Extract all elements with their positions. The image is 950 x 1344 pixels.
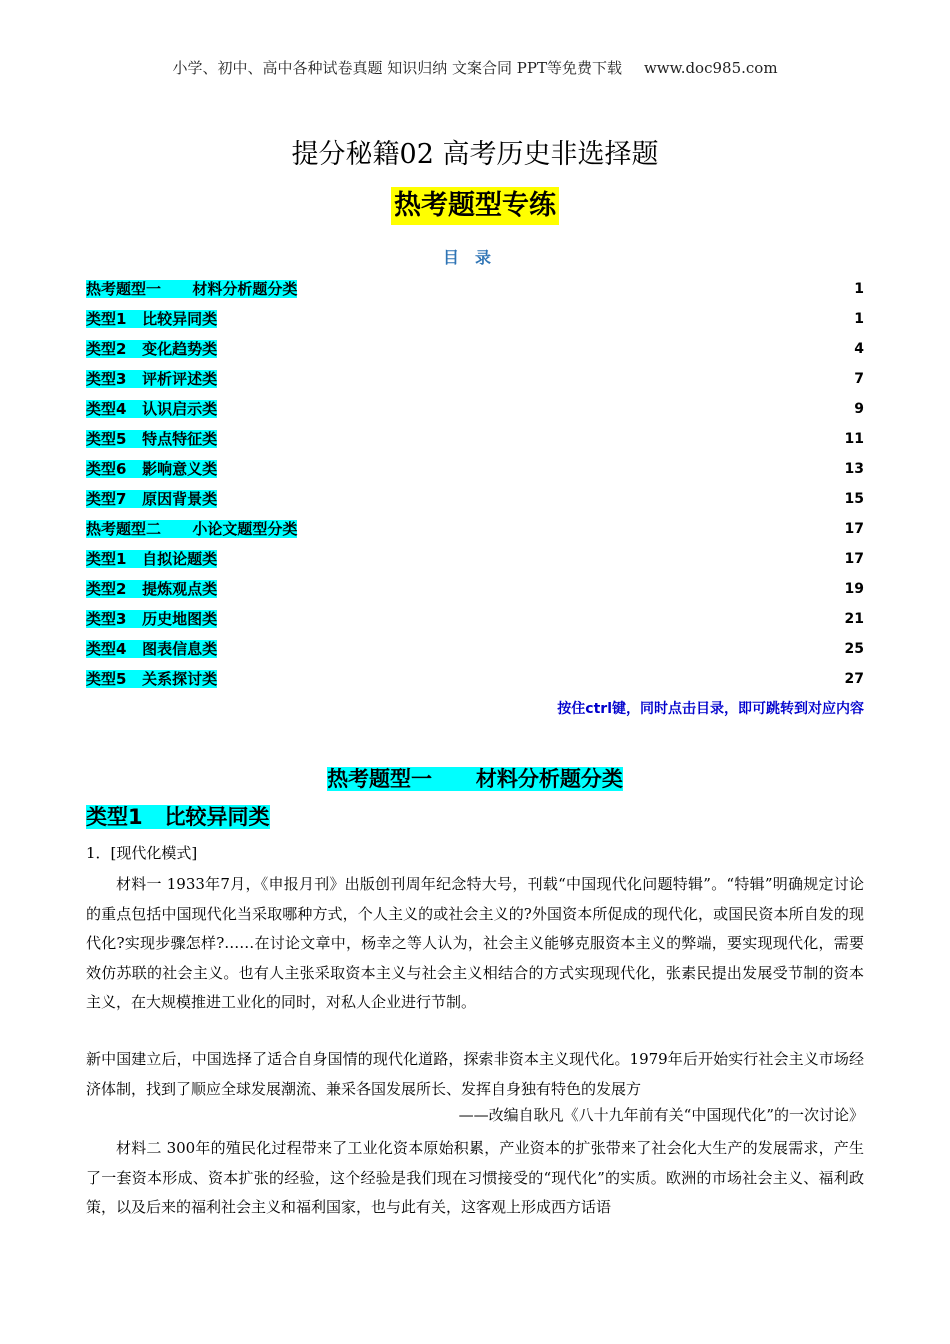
toc-item-label[interactable]: 类型1 自拟论题类: [86, 550, 218, 568]
toc-item-page: 11: [844, 431, 864, 447]
material-one-continued: 新中国建立后，中国选择了适合自身国情的现代化道路，探索非资本主义现代化。1979年后开始实行社会主义市场经济体制，找到了顺应全球发展潮流、兼采各国发展所长、发挥自身独有特色的发展方: [86, 1050, 864, 1098]
page-header: [0, 57, 950, 78]
toc-item[interactable]: [86, 486, 864, 516]
type-heading-wrap: [86, 801, 270, 831]
toc-item[interactable]: [86, 336, 864, 366]
toc-item-label[interactable]: 类型1 比较异同类: [86, 310, 218, 328]
material-source: ——改编自耿凡《八十九年前有关“中国现代化”的一次讨论》: [458, 1106, 864, 1124]
toc-heading: 目录: [442, 248, 507, 267]
toc-item-label[interactable]: 类型4 认识启示类: [86, 400, 218, 418]
toc-item[interactable]: [86, 666, 864, 696]
toc-item[interactable]: [86, 426, 864, 456]
toc-item-page: 13: [844, 461, 864, 477]
section-heading-wrap: [0, 763, 950, 793]
material-one: 材料一 1933年7月，《申报月刊》出版创刊周年纪念特大号，刊载“中国现代化问题特辑”。“特辑”明确规定讨论的重点包括中国现代化当采取哪种方式，个人主义的或社会主义的?外国资本所促成的现代化，或国民资本所自发的现代化?实现步骤怎样?……在讨论文章中，杨幸之等人认为，社会主义能够克服资本主义的弊端，要实现现代化，需要效仿苏联的社会主义。也有人主张采取资本主义与社会主义相结合的方式实现现代化，张素民提出发展受节制的资本主义，在大规模推进工业化的同时，对私人企业进行节制。: [86, 875, 864, 1011]
header-text: 小学、初中、高中各种试卷真题 知识归纳 文案合同 PPT等免费下载: [172, 59, 622, 77]
toc-item-label[interactable]: 热考题型二 小论文题型分类: [86, 520, 298, 538]
toc-item-page: 1: [854, 311, 864, 327]
material-two: 材料二 300年的殖民化过程带来了工业化资本原始积累，产业资本的扩张带来了社会化大生产的发展需求，产生了一套资本形成、资本扩张的经验，这个经验是我们现在习惯接受的“现代化”的实质。欧洲的市场社会主义、福利政策，以及后来的福利社会主义和福利国家，也与此有关，这客观上形成西方话语: [86, 1139, 864, 1216]
toc-item-label[interactable]: 类型3 历史地图类: [86, 610, 218, 628]
toc-item-page: 25: [844, 641, 864, 657]
toc-item[interactable]: [86, 456, 864, 486]
header-url[interactable]: www.doc985.com: [643, 59, 778, 77]
toc-item-label[interactable]: 类型4 图表信息类: [86, 640, 218, 658]
table-of-contents: [86, 276, 864, 696]
toc-item[interactable]: [86, 276, 864, 306]
question-number: 1．[现代化模式]: [86, 844, 198, 862]
toc-hint: 按住ctrl键，同时点击目录，即可跳转到对应内容: [557, 701, 864, 717]
toc-item[interactable]: [86, 576, 864, 606]
toc-item-page: 17: [844, 551, 864, 567]
toc-item-label[interactable]: 类型7 原因背景类: [86, 490, 218, 508]
toc-item-page: 7: [854, 371, 864, 387]
toc-item-page: 4: [854, 341, 864, 357]
toc-item-label[interactable]: 类型5 关系探讨类: [86, 670, 218, 688]
toc-item-page: 15: [844, 491, 864, 507]
toc-item-label[interactable]: 类型5 特点特征类: [86, 430, 218, 448]
page-subtitle: 热考题型专练: [391, 187, 559, 225]
toc-item-page: 21: [844, 611, 864, 627]
toc-item-page: 17: [844, 521, 864, 537]
toc-item[interactable]: [86, 366, 864, 396]
type-heading: 类型1 比较异同类: [86, 805, 270, 829]
toc-item-label[interactable]: 类型2 变化趋势类: [86, 340, 218, 358]
toc-item-page: 27: [844, 671, 864, 687]
toc-item-page: 1: [854, 281, 864, 297]
page-title: 提分秘籍02 高考历史非选择题: [291, 139, 659, 170]
toc-item[interactable]: [86, 516, 864, 546]
toc-item[interactable]: [86, 306, 864, 336]
toc-item[interactable]: [86, 606, 864, 636]
toc-item-label[interactable]: 类型6 影响意义类: [86, 460, 218, 478]
toc-item[interactable]: [86, 396, 864, 426]
toc-item-page: 19: [844, 581, 864, 597]
toc-item-label[interactable]: 类型2 提炼观点类: [86, 580, 218, 598]
subtitle-wrap: [0, 187, 950, 225]
toc-item[interactable]: [86, 636, 864, 666]
section-heading: 热考题型一 材料分析题分类: [327, 767, 623, 791]
toc-item-label[interactable]: 热考题型一 材料分析题分类: [86, 280, 298, 298]
toc-item-label[interactable]: 类型3 评析评述类: [86, 370, 218, 388]
toc-item-page: 9: [854, 401, 864, 417]
toc-item[interactable]: [86, 546, 864, 576]
